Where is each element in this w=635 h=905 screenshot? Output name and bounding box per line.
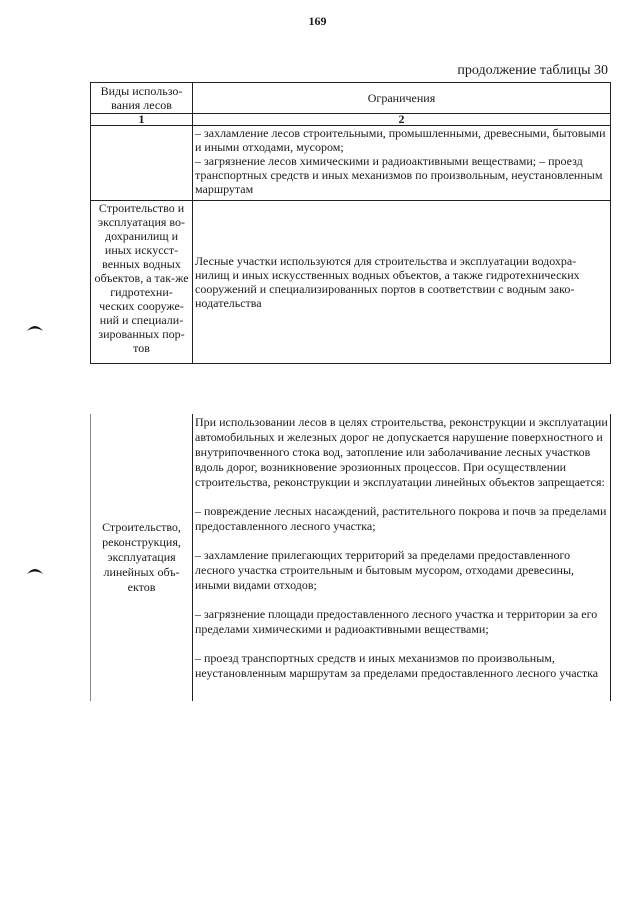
table-cell-restrictions: – захламление лесов строительными, промышленными, древесными, бытовыми и иными отходами, мусором; – загрязнение лесов химическими и радиоактивными веществами; – проезд транспортных средств и иных механизмов по произвольным, неустановленным маршрутам [193,126,611,201]
column-number-row [91,114,611,126]
paragraph: При использовании лесов в целях строительства, реконструкции и эксплуатации автомобильных и железных дорог не допускается нарушение поверхностного и внутрипочвенного стока вод, затопление или заболачивание лесных участков вдоль дорог, возникновение эрозионных процессов. При осуществлении строительства, реконструкции и эксплуатации линейных объектов запрещается: [195,415,608,489]
binding-hole-mark [26,565,44,575]
table-cell-use-type: Строительство, реконструкция, эксплуатация линейных объ-ектов [91,414,193,701]
paragraph: – захламление прилегающих территорий за пределами предоставленного лесного участка строительным и бытовым мусором, отходами древесины, иными видами отходов; [195,548,575,592]
header-forest-use: Виды использо-вания лесов [91,83,193,114]
table-row [91,201,611,364]
column-number-1: 1 [91,114,193,126]
paragraph: – проезд транспортных средств и иных механизмов по произвольным, неустановленным маршрутам за пределами предоставленного лесного участка [195,651,599,680]
restrictions-table [90,82,611,364]
header-restrictions: Ограничения [193,83,611,114]
table-cell-use-type: Строительство и эксплуатация во-дохранилищ и иных искусст-венных водных объектов, а так-же гидротехни-ческих сооруже-ний и специали-зированных пор-тов [91,201,193,364]
table-cell-empty [91,126,193,201]
linear-objects-table [90,414,611,701]
table-row [91,414,611,701]
paragraph: – повреждение лесных насаждений, растительного покрова и почв за пределами предоставленного лесного участка; [195,504,607,533]
table-header-row [91,83,611,114]
table-cell-restrictions: Лесные участки используются для строительства и эксплуатации водохра-нилищ и иных искусственных водных объектов, а также гидротехнических сооружений и специализированных портов в соответствии с водным зако-нодательства [193,201,611,364]
paragraph: – загрязнение площади предоставленного лесного участка и территории за его пределами химическими и радиоактивными веществами; [195,607,598,636]
page-number: 169 [308,14,327,28]
table-row [91,126,611,201]
table-continuation-label: продолжение таблицы 30 [457,63,608,78]
table-cell-restrictions [193,414,611,701]
binding-hole-mark [26,322,44,332]
column-number-2: 2 [193,114,611,126]
